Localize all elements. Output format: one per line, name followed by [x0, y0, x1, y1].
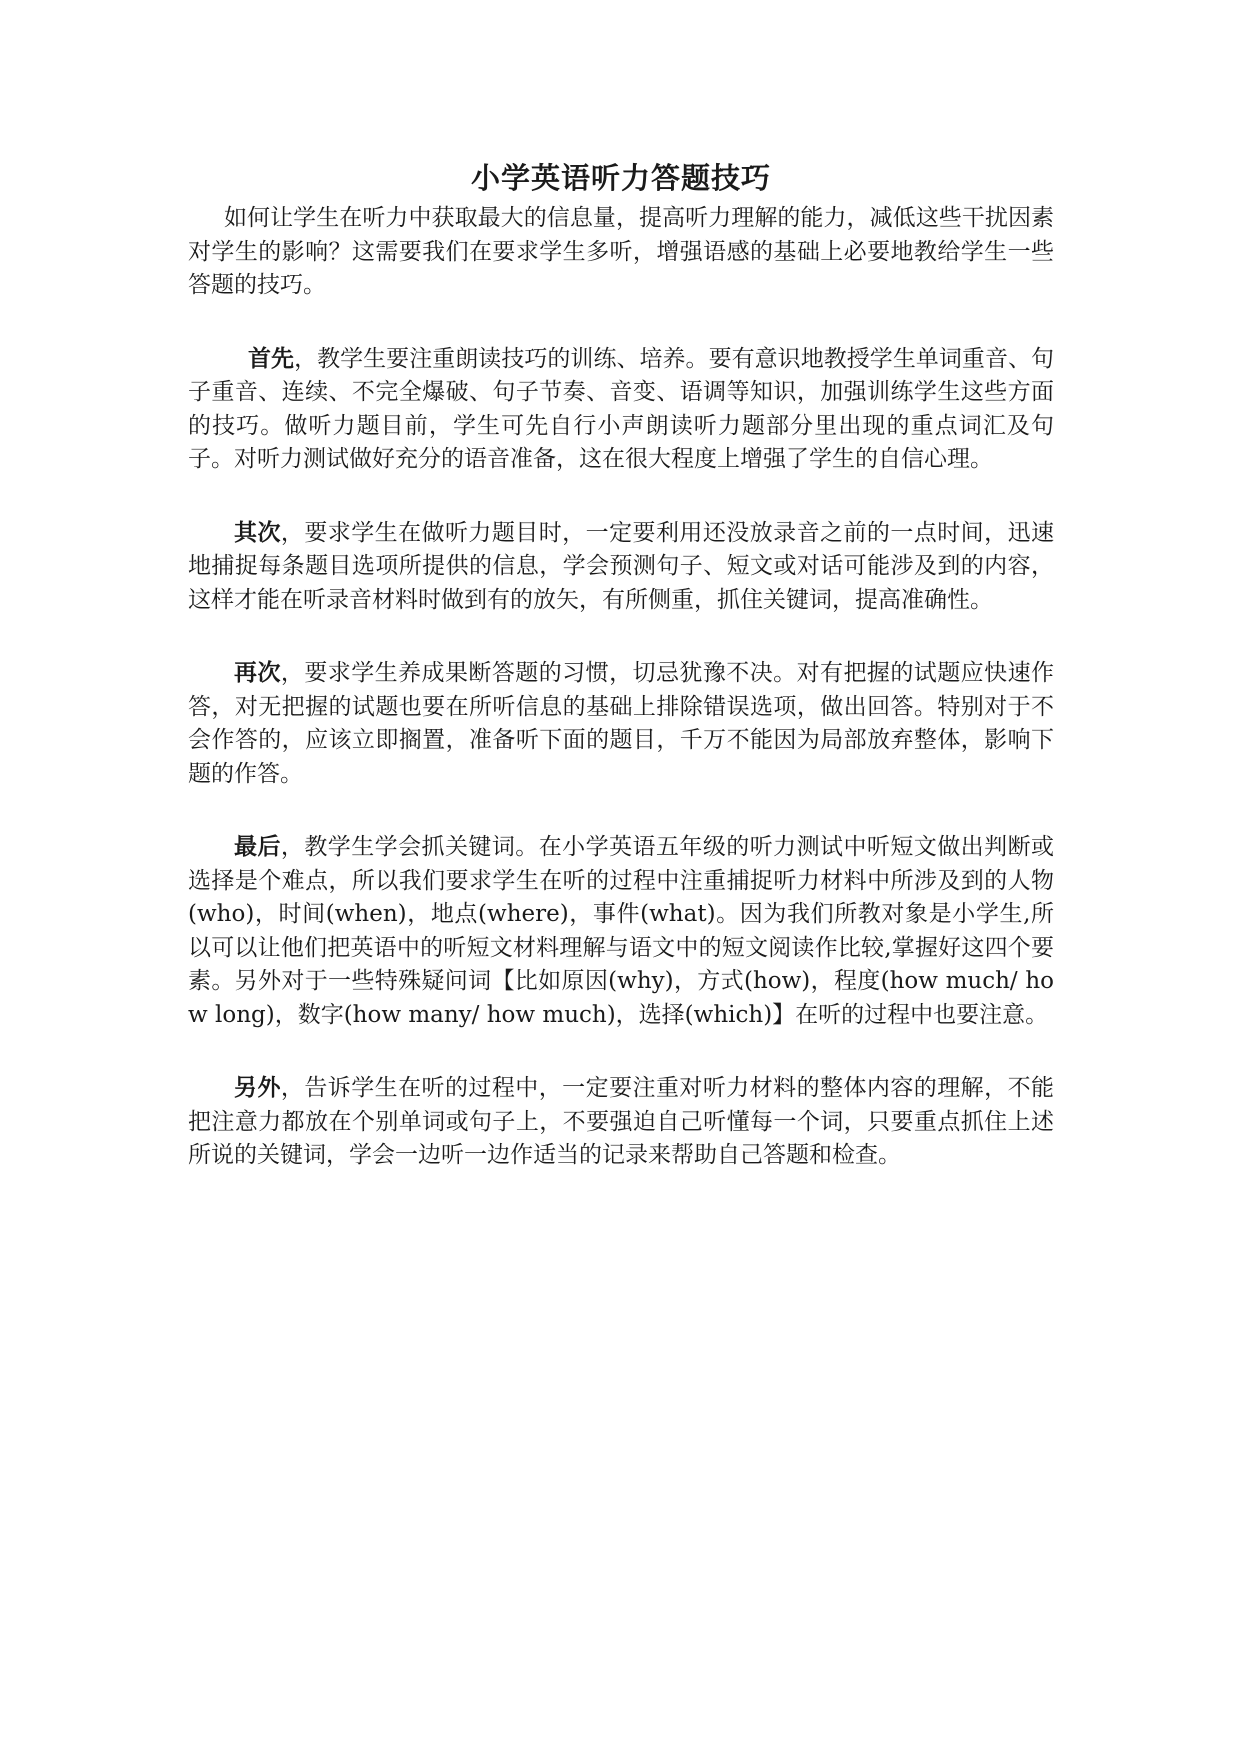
section-paragraph-third [188, 656, 1054, 791]
section-paragraph-second [188, 516, 1054, 618]
section-text: ，教学生学会抓关键词。在小学英语五年级的听力测试中听短文做出判断或选择是个难点，所以我们要求学生在听的过程中注重捕捉听力材料中所涉及到的人物(who)，时间(when)，地点(where)，事件(what)。因为我们所教对象是小学生,所以可以让他们把英语中的听短文材料理解与语文中的短文阅读作比较,掌握好这四个要素。另外对于一些特殊疑问词【比如原因(why)，方式(how)，程度(how much/ how long)，数字(how many/ how much)，选择(which)】在听的过程中也要注意。 [188, 834, 1055, 1028]
section-lead: 另外 [234, 1074, 281, 1101]
intro-paragraph: 如何让学生在听力中获取最大的信息量，提高听力理解的能力，减低这些干扰因素对学生的影响？这需要我们在要求学生多听，增强语感的基础上必要地教给学生一些答题的技巧。 [188, 205, 1054, 298]
section-paragraph-additionally [188, 1071, 1054, 1173]
section-text: ，要求学生养成果断答题的习惯，切忌犹豫不决。对有把握的试题应快速作答，对无把握的试题也要在所听信息的基础上排除错误选项，做出回答。特别对于不会作答的，应该立即搁置，准备听下面的题目，千万不能因为局部放弃整体，影响下题的作答。 [188, 660, 1055, 787]
section-text: ，教学生要注重朗读技巧的训练、培养。要有意识地教授学生单词重音、句子重音、连续、不完全爆破、句子节奏、音变、语调等知识，加强训练学生这些方面的技巧。做听力题目前，学生可先自行小声朗读听力题部分里出现的重点词汇及句子。对听力测试做好充分的语音准备，这在很大程度上增强了学生的自信心理。 [188, 345, 1055, 472]
section-lead: 再次 [234, 659, 281, 686]
section-lead: 首先 [248, 344, 295, 372]
section-paragraph-first [188, 342, 1054, 477]
section-lead: 其次 [234, 518, 281, 546]
section-text: ，告诉学生在听的过程中，一定要注重对听力材料的整体内容的理解，不能把注意力都放在个别单词或句子上，不要强迫自己听懂每一个词，只要重点抓住上述所说的关键词，学会一边听一边作适当的记录来帮助自己答题和检查。 [188, 1075, 1055, 1168]
section-paragraph-last [188, 830, 1054, 1032]
section-text: ，要求学生在做听力题目时，一定要利用还没放录音之前的一点时间，迅速地捕捉每条题目选项所提供的信息，学会预测句子、短文或对话可能涉及到的内容，这样才能在听录音材料时做到有的放矢，有所侧重，抓住关键词，提高准确性。 [188, 519, 1055, 613]
document-page [188, 158, 1054, 1212]
section-lead: 最后 [234, 833, 281, 860]
document-title: 小学英语听力答题技巧 [470, 161, 771, 195]
